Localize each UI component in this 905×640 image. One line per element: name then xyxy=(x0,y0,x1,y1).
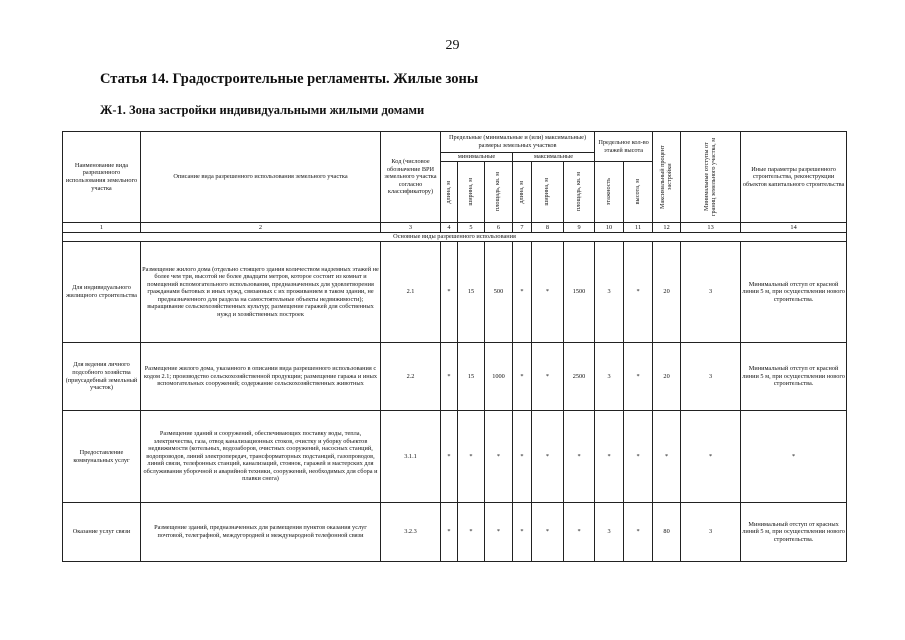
row-code: 2.2 xyxy=(381,343,441,411)
column-number-row xyxy=(63,223,847,233)
row-description: Размещение зданий, предназначенных для размещения пунктов оказания услуг почтовой, телеграфной, междугородней и международной телефонной связи xyxy=(141,503,381,562)
table-row xyxy=(63,411,847,503)
column-number: 5 xyxy=(458,223,485,233)
row-min-length: * xyxy=(441,242,458,343)
row-min-area: 1000 xyxy=(485,343,513,411)
row-build-percent: 20 xyxy=(653,343,681,411)
row-height: * xyxy=(624,343,653,411)
table-row xyxy=(63,503,847,562)
header-min-width: ширина, м xyxy=(458,162,485,223)
header-max-length: длина, м xyxy=(513,162,532,223)
header-maximal: максимальные xyxy=(513,153,595,162)
column-number: 14 xyxy=(741,223,847,233)
row-build-percent: * xyxy=(653,411,681,503)
column-number: 6 xyxy=(485,223,513,233)
row-max-width: * xyxy=(532,242,564,343)
header-min-length: длина, м xyxy=(441,162,458,223)
header-min-area: площадь, кв. м xyxy=(485,162,513,223)
row-other-params: Минимальный отступ от красных линий 5 м, при осуществлении нового строительства. xyxy=(741,503,847,562)
row-description: Размещение жилого дома, указанного в описании вида разрешенного использования с кодом 2.1; производство сельскохозяйственной продукции; размещение гаража и иных вспомогательных сооружений; содержание сельскохозяйственных животных xyxy=(141,343,381,411)
row-min-length: * xyxy=(441,411,458,503)
row-code: 3.2.3 xyxy=(381,503,441,562)
header-max-width: ширина, м xyxy=(532,162,564,223)
row-max-area: * xyxy=(564,503,595,562)
row-setback: * xyxy=(681,411,741,503)
row-min-width: * xyxy=(458,503,485,562)
row-max-length: * xyxy=(513,343,532,411)
row-min-width: * xyxy=(458,411,485,503)
header-plot-dimensions: Предельные (минимальные и (или) максимальные) размеры земельных участков xyxy=(441,132,595,153)
row-max-area: 2500 xyxy=(564,343,595,411)
header-max-area: площадь, кв. м xyxy=(564,162,595,223)
row-min-area: * xyxy=(485,503,513,562)
row-max-length: * xyxy=(513,242,532,343)
row-max-area: * xyxy=(564,411,595,503)
header-code: Код (числовое обозначение ВРИ земельного участка согласно классификатору) xyxy=(381,132,441,223)
row-height: * xyxy=(624,411,653,503)
row-setback: 3 xyxy=(681,343,741,411)
zone-title: Ж-1. Зона застройки индивидуальными жилыми домами xyxy=(100,103,425,117)
row-floors: 3 xyxy=(595,242,624,343)
header-floors: этажность xyxy=(595,162,624,223)
header-description: Описание вида разрешенного использования земельного участка xyxy=(141,132,381,223)
row-floors: 3 xyxy=(595,343,624,411)
row-other-params: * xyxy=(741,411,847,503)
column-number: 10 xyxy=(595,223,624,233)
column-number: 12 xyxy=(653,223,681,233)
row-height: * xyxy=(624,503,653,562)
row-max-length: * xyxy=(513,411,532,503)
row-height: * xyxy=(624,242,653,343)
row-code: 3.1.1 xyxy=(381,411,441,503)
section-row xyxy=(63,233,847,242)
column-number: 8 xyxy=(532,223,564,233)
row-max-area: 1500 xyxy=(564,242,595,343)
row-other-params: Минимальный отступ от красной линии 5 м, при осуществлении нового строительства. xyxy=(741,343,847,411)
header-height: высота, м xyxy=(624,162,653,223)
row-setback: 3 xyxy=(681,503,741,562)
column-number: 3 xyxy=(381,223,441,233)
header-min-setback: Минимальные отступы от границ земельного участка, м xyxy=(681,132,741,223)
row-name: Для индивидуального жилищного строительства xyxy=(63,242,141,343)
row-floors: 3 xyxy=(595,503,624,562)
row-description: Размещение зданий и сооружений, обеспечивающих поставку воды, тепла, электричества, газа, отвод канализационных стоков, очистку и уборку объектов недвижимости (котельных, водозаборов, очистных сооружений, насосных станций, водопроводов, линий электропередач, трансформаторных подстанций, газопроводов, линий связи, телефонных станций, канализаций, стоянок, гаражей и мастерских для обслуживания уборочной и аварийной техники, сооружений, необходимых для сбора и плавки снега) xyxy=(141,411,381,503)
row-name: Для ведения личного подсобного хозяйства (приусадебный земельный участок) xyxy=(63,343,141,411)
row-name: Оказание услуг связи xyxy=(63,503,141,562)
row-min-area: * xyxy=(485,411,513,503)
row-min-area: 500 xyxy=(485,242,513,343)
table-row xyxy=(63,343,847,411)
header-name: Наименование вида разрешенного использования земельного участка xyxy=(63,132,141,223)
row-other-params: Минимальный отступ от красной линии 5 м, при осуществлении нового строительства. xyxy=(741,242,847,343)
regulations-table xyxy=(62,131,847,562)
column-number: 11 xyxy=(624,223,653,233)
column-number: 4 xyxy=(441,223,458,233)
table-row xyxy=(63,242,847,343)
header-max-build-percent: Максимальный процент застройки xyxy=(653,132,681,223)
row-max-length: * xyxy=(513,503,532,562)
article-title: Статья 14. Градостроительные регламенты. Жилые зоны xyxy=(100,71,479,87)
row-floors: * xyxy=(595,411,624,503)
section-title: Основные виды разрешенного использования xyxy=(63,233,847,242)
row-max-width: * xyxy=(532,343,564,411)
row-min-width: 15 xyxy=(458,242,485,343)
header-floors-group: Предельное кол-во этажей высота xyxy=(595,132,653,162)
row-build-percent: 20 xyxy=(653,242,681,343)
row-min-length: * xyxy=(441,503,458,562)
page-number: 29 xyxy=(445,38,460,53)
row-build-percent: 80 xyxy=(653,503,681,562)
row-description: Размещение жилого дома (отдельно стоящего здания количеством надземных этажей не более чем три, высотой не более двадцати метров, которое состоит из комнат и помещений вспомогательного использования, предназначенных для удовлетворения гражданами бытовых и иных нужд, связанных с их проживанием в таком здании, не предназначенного для раздела на самостоятельные объекты недвижимости); выращивание сельскохозяйственных культур; размещение гаражей для собственных нужд и хозяйственных построек xyxy=(141,242,381,343)
header-other-params: Иные параметры разрешенного строительства, реконструкции объектов капитального строительства xyxy=(741,132,847,223)
header-minimal: минимальные xyxy=(441,153,513,162)
header-row-1 xyxy=(63,132,847,153)
row-min-width: 15 xyxy=(458,343,485,411)
row-min-length: * xyxy=(441,343,458,411)
row-max-width: * xyxy=(532,411,564,503)
row-max-width: * xyxy=(532,503,564,562)
column-number: 1 xyxy=(63,223,141,233)
column-number: 9 xyxy=(564,223,595,233)
column-number: 7 xyxy=(513,223,532,233)
row-name: Предоставление коммунальных услуг xyxy=(63,411,141,503)
row-setback: 3 xyxy=(681,242,741,343)
row-code: 2.1 xyxy=(381,242,441,343)
column-number: 13 xyxy=(681,223,741,233)
column-number: 2 xyxy=(141,223,381,233)
